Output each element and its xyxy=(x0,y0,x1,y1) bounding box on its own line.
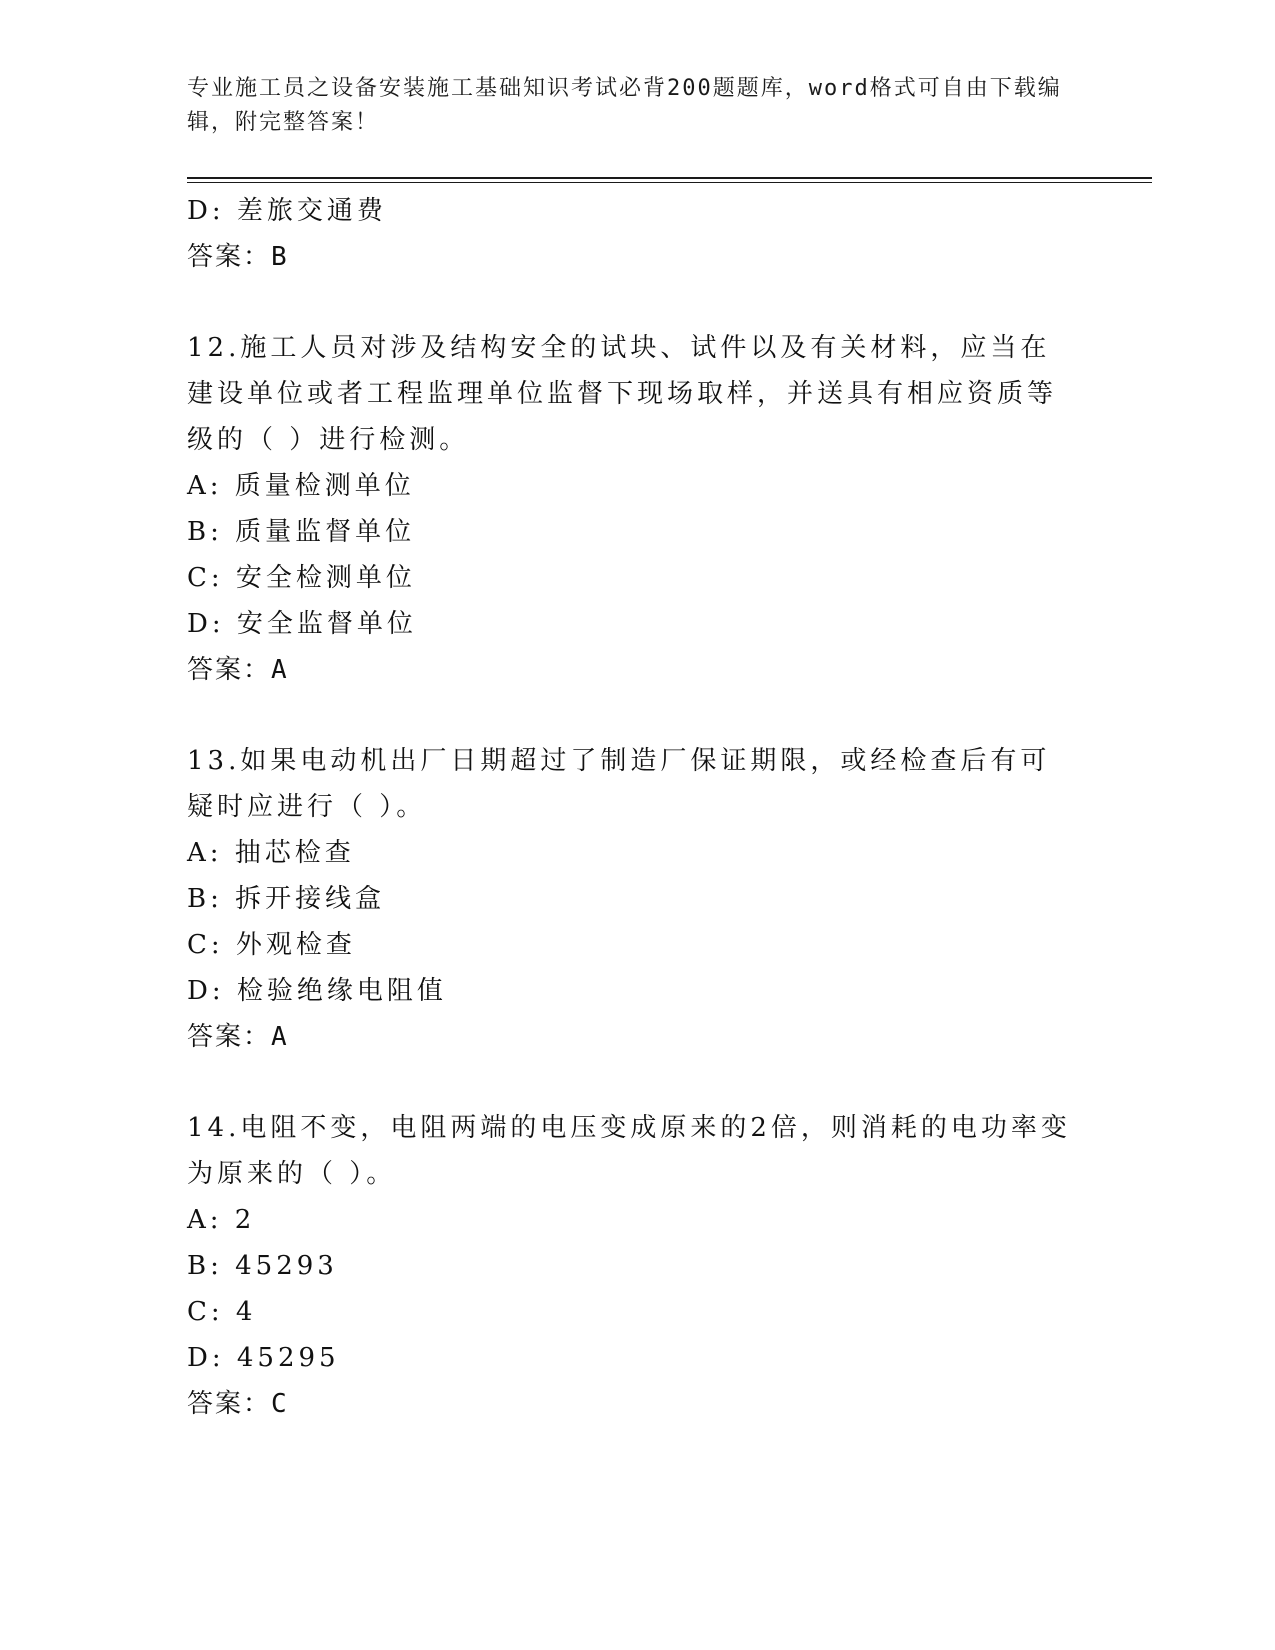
question-13-stem: 13.如果电动机出厂日期超过了制造厂保证期限，或经检查后有可疑时应进行（ ）。 xyxy=(187,746,1051,822)
spacer xyxy=(187,693,1087,738)
question-12-stem: 12.施工人员对涉及结构安全的试块、试件以及有关材料，应当在建设单位或者工程监理单位监督下现场取样，并送具有相应资质等级的（ ）进行检测。 xyxy=(187,333,1058,455)
carryover-answer xyxy=(187,234,1087,280)
document-header: 专业施工员之设备安装施工基础知识考试必背200题题库，word格式可自由下载编辑，附完整答案！ xyxy=(187,76,1062,135)
carryover-option-d: D: 差旅交通费 xyxy=(187,196,387,226)
question-12-answer xyxy=(187,647,1087,693)
question-12-option-b: B: 质量监督单位 xyxy=(187,517,416,547)
question-14-answer xyxy=(187,1381,1087,1427)
header-rule-thick xyxy=(187,177,1152,179)
question-13-answer xyxy=(187,1014,1087,1060)
answer-label: 答案： xyxy=(187,655,272,685)
answer-label: 答案： xyxy=(187,242,272,272)
question-13-option-b: B: 拆开接线盒 xyxy=(187,884,386,914)
spacer xyxy=(187,280,1087,325)
question-13-option-c: C: 外观检查 xyxy=(187,930,356,960)
question-13-option-a: A: 抽芯检查 xyxy=(187,838,355,868)
question-12-option-a: A: 质量检测单位 xyxy=(187,471,415,501)
spacer xyxy=(187,1060,1087,1105)
question-12-option-c: C: 安全检测单位 xyxy=(187,563,416,593)
question-13-option-d: D: 检验绝缘电阻值 xyxy=(187,976,447,1006)
answer-value: A xyxy=(271,1022,289,1052)
answer-value: B xyxy=(271,242,289,272)
header-rule-thin xyxy=(187,182,1152,183)
question-14-option-a: A: 2 xyxy=(187,1205,256,1235)
question-14-option-b: B: 45293 xyxy=(187,1251,338,1281)
answer-value: C xyxy=(271,1389,289,1419)
question-content xyxy=(187,188,1087,1427)
question-12-option-d: D: 安全监督单位 xyxy=(187,609,417,639)
answer-label: 答案： xyxy=(187,1022,272,1052)
answer-value: A xyxy=(271,655,289,685)
question-14-option-d: D: 45295 xyxy=(187,1343,340,1373)
answer-label: 答案： xyxy=(187,1389,272,1419)
question-14-stem: 14.电阻不变，电阻两端的电压变成原来的2倍，则消耗的电功率变为原来的（ ）。 xyxy=(187,1113,1071,1189)
question-14-option-c: C: 4 xyxy=(187,1297,257,1327)
